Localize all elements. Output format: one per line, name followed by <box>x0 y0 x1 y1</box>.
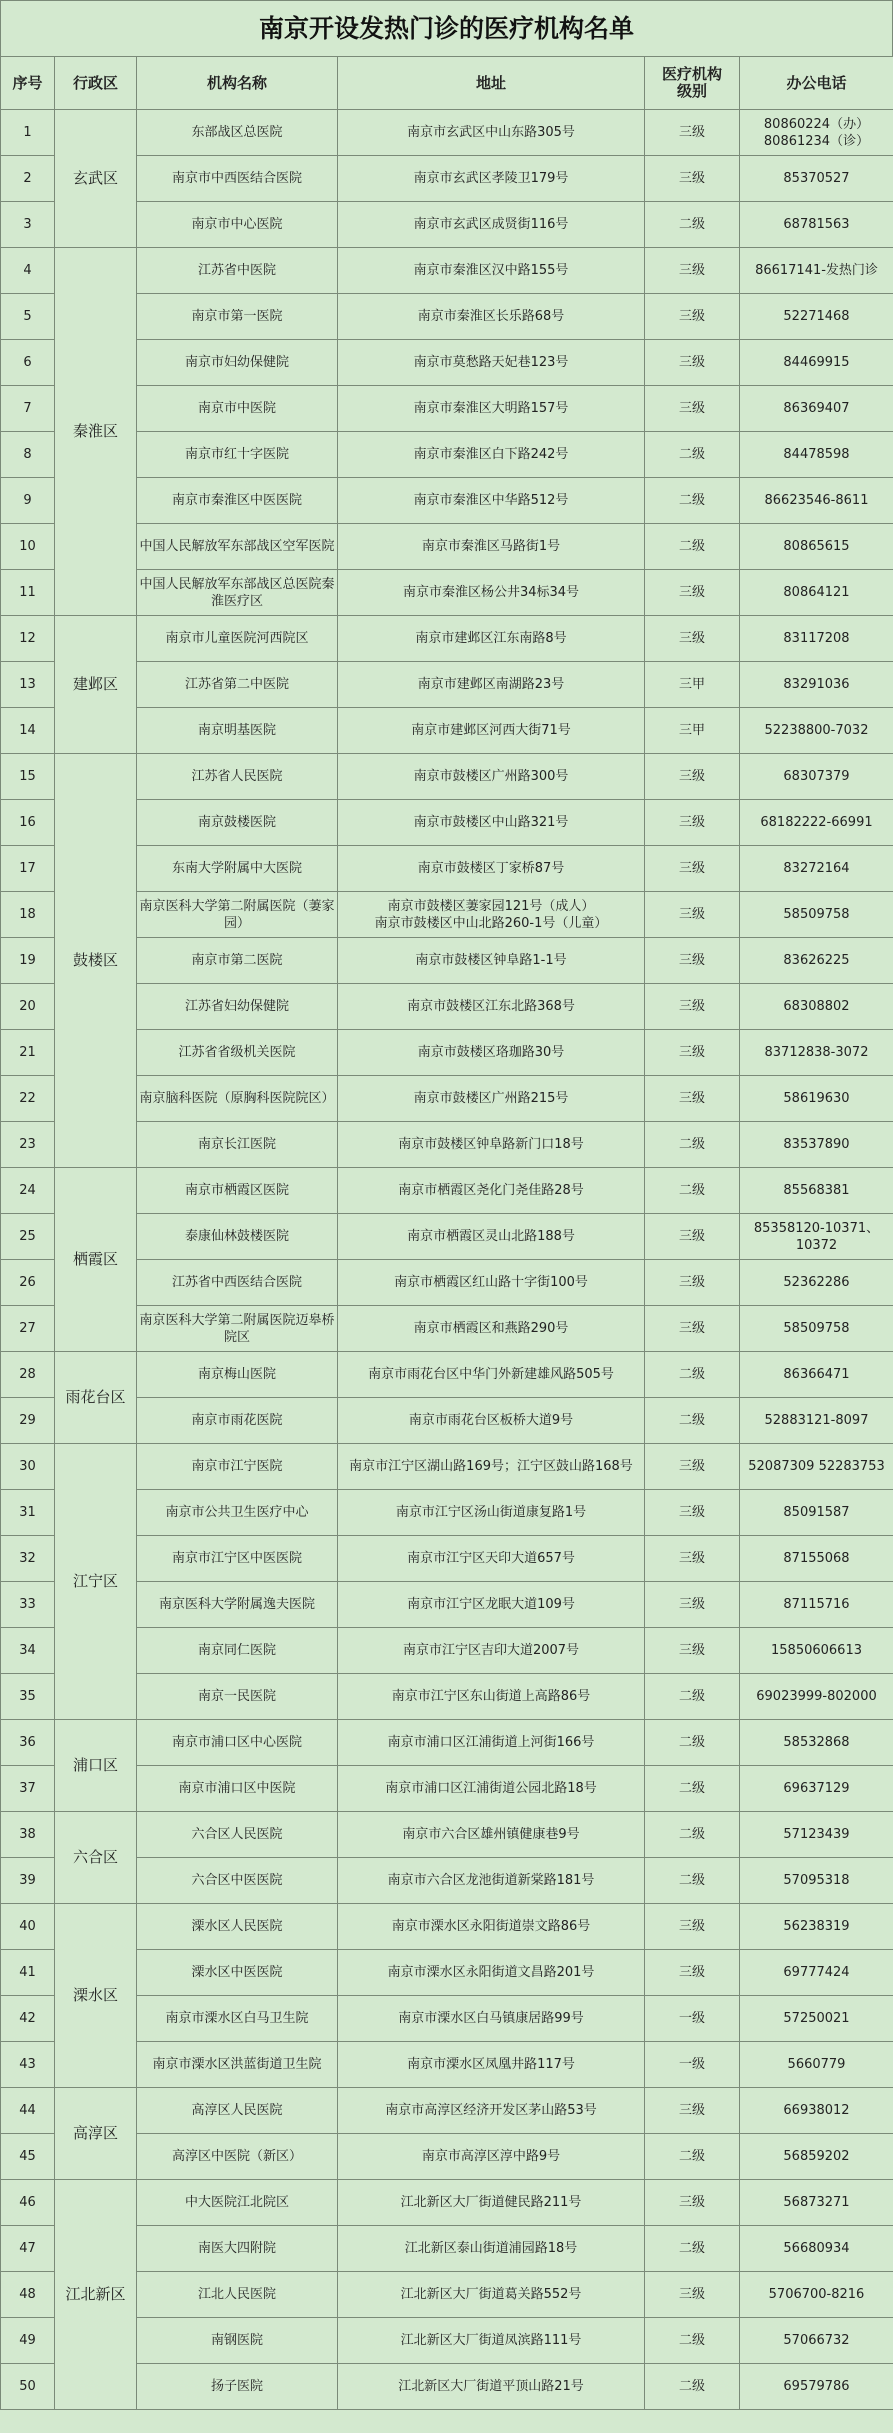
cell-level: 一级 <box>645 2042 740 2088</box>
cell-name: 南京市中西医结合医院 <box>137 156 338 202</box>
cell-phone: 86366471 <box>740 1352 893 1398</box>
cell-address: 江北新区泰山街道浦园路18号 <box>338 2226 645 2272</box>
cell-address: 南京市江宁区龙眠大道109号 <box>338 1582 645 1628</box>
cell-phone: 84478598 <box>740 432 893 478</box>
cell-seq: 29 <box>1 1398 55 1444</box>
cell-address: 南京市建邺区江东南路8号 <box>338 616 645 662</box>
cell-level: 三级 <box>645 1214 740 1260</box>
cell-phone: 68308802 <box>740 984 893 1030</box>
cell-level: 三级 <box>645 156 740 202</box>
cell-district: 雨花台区 <box>55 1352 137 1444</box>
cell-address: 南京市玄武区孝陵卫179号 <box>338 156 645 202</box>
cell-seq: 3 <box>1 202 55 248</box>
cell-name: 泰康仙林鼓楼医院 <box>137 1214 338 1260</box>
cell-level: 三甲 <box>645 662 740 708</box>
cell-address: 南京市鼓楼区钟阜路新门口18号 <box>338 1122 645 1168</box>
cell-name: 江苏省第二中医院 <box>137 662 338 708</box>
cell-seq: 9 <box>1 478 55 524</box>
cell-address: 南京市溧水区永阳街道文昌路201号 <box>338 1950 645 1996</box>
cell-phone: 57066732 <box>740 2318 893 2364</box>
cell-address: 南京市鼓楼区广州路215号 <box>338 1076 645 1122</box>
cell-phone: 52087309 52283753 <box>740 1444 893 1490</box>
table-row <box>1 2088 893 2134</box>
cell-level: 三级 <box>645 616 740 662</box>
cell-district: 栖霞区 <box>55 1168 137 1352</box>
table-row <box>1 110 893 156</box>
cell-name: 南京市第一医院 <box>137 294 338 340</box>
cell-phone: 83626225 <box>740 938 893 984</box>
cell-seq: 24 <box>1 1168 55 1214</box>
cell-name: 江苏省人民医院 <box>137 754 338 800</box>
cell-name: 溧水区人民医院 <box>137 1904 338 1950</box>
cell-seq: 17 <box>1 846 55 892</box>
cell-seq: 32 <box>1 1536 55 1582</box>
cell-address: 南京市溧水区白马镇康居路99号 <box>338 1996 645 2042</box>
cell-name: 南京市雨花医院 <box>137 1398 338 1444</box>
cell-level: 三级 <box>645 754 740 800</box>
cell-address: 南京市六合区雄州镇健康巷9号 <box>338 1812 645 1858</box>
cell-seq: 4 <box>1 248 55 294</box>
cell-name: 南京市中医院 <box>137 386 338 432</box>
cell-name: 江苏省妇幼保健院 <box>137 984 338 1030</box>
cell-name: 南京市秦淮区中医医院 <box>137 478 338 524</box>
cell-district: 秦淮区 <box>55 248 137 616</box>
cell-level: 二级 <box>645 1812 740 1858</box>
table-row <box>1 1904 893 1950</box>
cell-address: 南京市莫愁路天妃巷123号 <box>338 340 645 386</box>
header-district: 行政区 <box>55 57 137 110</box>
cell-address: 南京市秦淮区长乐路68号 <box>338 294 645 340</box>
cell-address: 南京市鼓楼区广州路300号 <box>338 754 645 800</box>
cell-address: 南京市秦淮区汉中路155号 <box>338 248 645 294</box>
page-title: 南京开设发热门诊的医疗机构名单 <box>0 0 893 56</box>
cell-name: 南京市浦口区中医院 <box>137 1766 338 1812</box>
cell-name: 东部战区总医院 <box>137 110 338 156</box>
cell-level: 三级 <box>645 892 740 938</box>
cell-phone: 86369407 <box>740 386 893 432</box>
cell-seq: 22 <box>1 1076 55 1122</box>
cell-district: 鼓楼区 <box>55 754 137 1168</box>
cell-phone: 86623546-8611 <box>740 478 893 524</box>
cell-level: 二级 <box>645 202 740 248</box>
cell-name: 溧水区中医医院 <box>137 1950 338 1996</box>
cell-level: 三级 <box>645 340 740 386</box>
cell-name: 南京医科大学第二附属医院迈皋桥院区 <box>137 1306 338 1352</box>
cell-seq: 47 <box>1 2226 55 2272</box>
cell-phone: 83712838-3072 <box>740 1030 893 1076</box>
cell-level: 二级 <box>645 1674 740 1720</box>
cell-level: 三级 <box>645 570 740 616</box>
cell-phone: 5706700-8216 <box>740 2272 893 2318</box>
table-header-row <box>1 57 893 110</box>
cell-address: 南京市溧水区永阳街道崇文路86号 <box>338 1904 645 1950</box>
cell-name: 南京医科大学附属逸夫医院 <box>137 1582 338 1628</box>
cell-district: 高淳区 <box>55 2088 137 2180</box>
cell-address: 南京市栖霞区红山路十字街100号 <box>338 1260 645 1306</box>
table-row <box>1 1720 893 1766</box>
cell-address: 南京市秦淮区中华路512号 <box>338 478 645 524</box>
cell-address: 南京市鼓楼区珞珈路30号 <box>338 1030 645 1076</box>
cell-seq: 28 <box>1 1352 55 1398</box>
cell-phone: 5660779 <box>740 2042 893 2088</box>
cell-level: 三级 <box>645 1904 740 1950</box>
cell-phone: 56859202 <box>740 2134 893 2180</box>
cell-address: 南京市雨花台区中华门外新建雄风路505号 <box>338 1352 645 1398</box>
cell-phone: 80864121 <box>740 570 893 616</box>
cell-seq: 37 <box>1 1766 55 1812</box>
cell-level: 三级 <box>645 1030 740 1076</box>
cell-seq: 15 <box>1 754 55 800</box>
header-seq: 序号 <box>1 57 55 110</box>
cell-address: 江北新区大厂街道平顶山路21号 <box>338 2364 645 2410</box>
cell-seq: 11 <box>1 570 55 616</box>
cell-phone: 68307379 <box>740 754 893 800</box>
cell-address: 南京市秦淮区大明路157号 <box>338 386 645 432</box>
cell-name: 南京明基医院 <box>137 708 338 754</box>
cell-level: 二级 <box>645 432 740 478</box>
cell-address: 江北新区大厂街道凤滨路111号 <box>338 2318 645 2364</box>
header-level: 医疗机构级别 <box>645 57 740 110</box>
cell-seq: 49 <box>1 2318 55 2364</box>
cell-level: 二级 <box>645 2134 740 2180</box>
cell-seq: 40 <box>1 1904 55 1950</box>
cell-name: 南京梅山医院 <box>137 1352 338 1398</box>
cell-phone: 56238319 <box>740 1904 893 1950</box>
hospital-table <box>0 56 893 2410</box>
cell-level: 二级 <box>645 2226 740 2272</box>
cell-name: 南京市栖霞区医院 <box>137 1168 338 1214</box>
cell-phone: 58509758 <box>740 1306 893 1352</box>
cell-phone: 56680934 <box>740 2226 893 2272</box>
cell-seq: 31 <box>1 1490 55 1536</box>
cell-seq: 16 <box>1 800 55 846</box>
cell-name: 扬子医院 <box>137 2364 338 2410</box>
cell-level: 三级 <box>645 938 740 984</box>
cell-name: 南京市红十字医院 <box>137 432 338 478</box>
cell-name: 江北人民医院 <box>137 2272 338 2318</box>
cell-phone: 83117208 <box>740 616 893 662</box>
cell-seq: 33 <box>1 1582 55 1628</box>
cell-name: 中国人民解放军东部战区总医院秦淮医疗区 <box>137 570 338 616</box>
cell-level: 二级 <box>645 1122 740 1168</box>
cell-level: 三级 <box>645 984 740 1030</box>
table-row <box>1 754 893 800</box>
cell-level: 三级 <box>645 1950 740 1996</box>
cell-address: 南京市江宁区汤山街道康复路1号 <box>338 1490 645 1536</box>
cell-seq: 26 <box>1 1260 55 1306</box>
cell-level: 二级 <box>645 2364 740 2410</box>
cell-level: 三级 <box>645 1536 740 1582</box>
cell-seq: 5 <box>1 294 55 340</box>
cell-phone: 68182222-66991 <box>740 800 893 846</box>
cell-phone: 57095318 <box>740 1858 893 1904</box>
cell-seq: 10 <box>1 524 55 570</box>
cell-seq: 1 <box>1 110 55 156</box>
cell-seq: 6 <box>1 340 55 386</box>
cell-address: 南京市江宁区天印大道657号 <box>338 1536 645 1582</box>
cell-level: 三级 <box>645 1582 740 1628</box>
cell-seq: 50 <box>1 2364 55 2410</box>
cell-address: 南京市高淳区淳中路9号 <box>338 2134 645 2180</box>
cell-name: 南京市第二医院 <box>137 938 338 984</box>
cell-phone: 56873271 <box>740 2180 893 2226</box>
cell-seq: 2 <box>1 156 55 202</box>
cell-name: 江苏省中医院 <box>137 248 338 294</box>
cell-address: 南京市雨花台区板桥大道9号 <box>338 1398 645 1444</box>
cell-address: 南京市建邺区河西大街71号 <box>338 708 645 754</box>
cell-address: 南京市秦淮区马路街1号 <box>338 524 645 570</box>
cell-phone: 57250021 <box>740 1996 893 2042</box>
cell-phone: 69777424 <box>740 1950 893 1996</box>
cell-phone: 57123439 <box>740 1812 893 1858</box>
cell-name: 中国人民解放军东部战区空军医院 <box>137 524 338 570</box>
cell-district: 浦口区 <box>55 1720 137 1812</box>
cell-phone: 15850606613 <box>740 1628 893 1674</box>
table-row <box>1 2180 893 2226</box>
cell-level: 二级 <box>645 1352 740 1398</box>
cell-seq: 45 <box>1 2134 55 2180</box>
cell-level: 三级 <box>645 110 740 156</box>
cell-name: 南京市江宁区中医医院 <box>137 1536 338 1582</box>
cell-phone: 52271468 <box>740 294 893 340</box>
cell-level: 二级 <box>645 1766 740 1812</box>
cell-district: 六合区 <box>55 1812 137 1904</box>
cell-district: 建邺区 <box>55 616 137 754</box>
cell-address: 南京市鼓楼区钟阜路1-1号 <box>338 938 645 984</box>
cell-address: 南京市秦淮区白下路242号 <box>338 432 645 478</box>
cell-seq: 48 <box>1 2272 55 2318</box>
cell-name: 中大医院江北院区 <box>137 2180 338 2226</box>
cell-phone: 86617141-发热门诊 <box>740 248 893 294</box>
cell-seq: 35 <box>1 1674 55 1720</box>
cell-name: 南京市儿童医院河西院区 <box>137 616 338 662</box>
cell-name: 江苏省中西医结合医院 <box>137 1260 338 1306</box>
cell-address: 江北新区大厂街道葛关路552号 <box>338 2272 645 2318</box>
cell-phone: 84469915 <box>740 340 893 386</box>
table-row <box>1 616 893 662</box>
cell-address: 南京市浦口区江浦街道上河街166号 <box>338 1720 645 1766</box>
cell-name: 六合区中医医院 <box>137 1858 338 1904</box>
cell-seq: 34 <box>1 1628 55 1674</box>
cell-address: 南京市溧水区凤凰井路117号 <box>338 2042 645 2088</box>
cell-level: 一级 <box>645 1996 740 2042</box>
cell-phone: 58509758 <box>740 892 893 938</box>
cell-seq: 7 <box>1 386 55 432</box>
table-row <box>1 248 893 294</box>
cell-level: 二级 <box>645 1720 740 1766</box>
cell-phone: 58619630 <box>740 1076 893 1122</box>
cell-name: 南京鼓楼医院 <box>137 800 338 846</box>
cell-phone: 80860224（办） 80861234（诊） <box>740 110 893 156</box>
cell-phone: 68781563 <box>740 202 893 248</box>
header-phone: 办公电话 <box>740 57 893 110</box>
cell-phone: 83537890 <box>740 1122 893 1168</box>
cell-name: 南京一民医院 <box>137 1674 338 1720</box>
cell-address: 南京市鼓楼区江东北路368号 <box>338 984 645 1030</box>
cell-phone: 69579786 <box>740 2364 893 2410</box>
cell-district: 江北新区 <box>55 2180 137 2410</box>
cell-seq: 39 <box>1 1858 55 1904</box>
cell-level: 二级 <box>645 2318 740 2364</box>
table-row <box>1 1444 893 1490</box>
cell-address: 南京市鼓楼区中山路321号 <box>338 800 645 846</box>
cell-seq: 21 <box>1 1030 55 1076</box>
cell-name: 南京长江医院 <box>137 1122 338 1168</box>
cell-address: 江北新区大厂街道健民路211号 <box>338 2180 645 2226</box>
cell-level: 二级 <box>645 1858 740 1904</box>
cell-name: 南京市中心医院 <box>137 202 338 248</box>
cell-level: 三级 <box>645 2088 740 2134</box>
cell-seq: 20 <box>1 984 55 1030</box>
cell-district: 玄武区 <box>55 110 137 248</box>
header-address: 地址 <box>338 57 645 110</box>
cell-district: 江宁区 <box>55 1444 137 1720</box>
cell-level: 三级 <box>645 1076 740 1122</box>
cell-name: 南京同仁医院 <box>137 1628 338 1674</box>
cell-phone: 52238800-7032 <box>740 708 893 754</box>
cell-seq: 41 <box>1 1950 55 1996</box>
header-name: 机构名称 <box>137 57 338 110</box>
cell-phone: 69637129 <box>740 1766 893 1812</box>
cell-name: 江苏省省级机关医院 <box>137 1030 338 1076</box>
cell-name: 六合区人民医院 <box>137 1812 338 1858</box>
cell-address: 南京市秦淮区杨公井34标34号 <box>338 570 645 616</box>
cell-address: 南京市江宁区东山街道上高路86号 <box>338 1674 645 1720</box>
cell-level: 三级 <box>645 1490 740 1536</box>
cell-seq: 36 <box>1 1720 55 1766</box>
cell-address: 南京市建邺区南湖路23号 <box>338 662 645 708</box>
cell-phone: 58532868 <box>740 1720 893 1766</box>
cell-phone: 85370527 <box>740 156 893 202</box>
cell-name: 南京市江宁医院 <box>137 1444 338 1490</box>
cell-level: 三甲 <box>645 708 740 754</box>
cell-level: 三级 <box>645 1306 740 1352</box>
cell-level: 三级 <box>645 1628 740 1674</box>
cell-seq: 18 <box>1 892 55 938</box>
cell-phone: 85358120-10371、 10372 <box>740 1214 893 1260</box>
cell-level: 二级 <box>645 1168 740 1214</box>
cell-phone: 83272164 <box>740 846 893 892</box>
cell-name: 东南大学附属中大医院 <box>137 846 338 892</box>
table-row <box>1 1352 893 1398</box>
cell-phone: 83291036 <box>740 662 893 708</box>
cell-seq: 25 <box>1 1214 55 1260</box>
cell-phone: 85568381 <box>740 1168 893 1214</box>
cell-address: 南京市江宁区吉印大道2007号 <box>338 1628 645 1674</box>
cell-seq: 43 <box>1 2042 55 2088</box>
cell-seq: 30 <box>1 1444 55 1490</box>
cell-phone: 80865615 <box>740 524 893 570</box>
cell-seq: 14 <box>1 708 55 754</box>
cell-level: 三级 <box>645 386 740 432</box>
cell-seq: 27 <box>1 1306 55 1352</box>
cell-level: 三级 <box>645 800 740 846</box>
cell-name: 高淳区中医院（新区） <box>137 2134 338 2180</box>
cell-address: 南京市鼓楼区丁家桥87号 <box>338 846 645 892</box>
cell-district: 溧水区 <box>55 1904 137 2088</box>
cell-name: 南钢医院 <box>137 2318 338 2364</box>
cell-level: 三级 <box>645 2272 740 2318</box>
cell-level: 二级 <box>645 524 740 570</box>
cell-name: 南京市浦口区中心医院 <box>137 1720 338 1766</box>
cell-level: 三级 <box>645 248 740 294</box>
cell-level: 三级 <box>645 846 740 892</box>
cell-seq: 19 <box>1 938 55 984</box>
cell-phone: 87155068 <box>740 1536 893 1582</box>
cell-name: 南医大四附院 <box>137 2226 338 2272</box>
cell-phone: 52883121-8097 <box>740 1398 893 1444</box>
cell-address: 南京市玄武区成贤街116号 <box>338 202 645 248</box>
cell-name: 南京医科大学第二附属医院（萋家园） <box>137 892 338 938</box>
cell-level: 二级 <box>645 478 740 524</box>
cell-phone: 52362286 <box>740 1260 893 1306</box>
cell-address: 南京市栖霞区和燕路290号 <box>338 1306 645 1352</box>
cell-seq: 13 <box>1 662 55 708</box>
cell-level: 三级 <box>645 1444 740 1490</box>
table-row <box>1 1812 893 1858</box>
cell-name: 南京脑科医院（原胸科医院院区） <box>137 1076 338 1122</box>
cell-seq: 12 <box>1 616 55 662</box>
cell-phone: 85091587 <box>740 1490 893 1536</box>
cell-address: 南京市高淳区经济开发区茅山路53号 <box>338 2088 645 2134</box>
cell-address: 南京市鼓楼区萋家园121号（成人） 南京市鼓楼区中山北路260-1号（儿童） <box>338 892 645 938</box>
cell-level: 三级 <box>645 2180 740 2226</box>
cell-seq: 23 <box>1 1122 55 1168</box>
cell-seq: 44 <box>1 2088 55 2134</box>
cell-seq: 46 <box>1 2180 55 2226</box>
cell-level: 三级 <box>645 1260 740 1306</box>
cell-seq: 42 <box>1 1996 55 2042</box>
cell-address: 南京市浦口区江浦街道公园北路18号 <box>338 1766 645 1812</box>
cell-phone: 69023999-802000 <box>740 1674 893 1720</box>
table-row <box>1 1168 893 1214</box>
cell-phone: 87115716 <box>740 1582 893 1628</box>
cell-phone: 66938012 <box>740 2088 893 2134</box>
cell-name: 高淳区人民医院 <box>137 2088 338 2134</box>
cell-seq: 8 <box>1 432 55 478</box>
cell-seq: 38 <box>1 1812 55 1858</box>
cell-address: 南京市江宁区湖山路169号；江宁区鼓山路168号 <box>338 1444 645 1490</box>
cell-address: 南京市六合区龙池街道新棠路181号 <box>338 1858 645 1904</box>
cell-name: 南京市溧水区洪蓝街道卫生院 <box>137 2042 338 2088</box>
cell-level: 三级 <box>645 294 740 340</box>
cell-name: 南京市妇幼保健院 <box>137 340 338 386</box>
cell-level: 二级 <box>645 1398 740 1444</box>
cell-name: 南京市公共卫生医疗中心 <box>137 1490 338 1536</box>
cell-name: 南京市溧水区白马卫生院 <box>137 1996 338 2042</box>
cell-address: 南京市栖霞区灵山北路188号 <box>338 1214 645 1260</box>
cell-address: 南京市玄武区中山东路305号 <box>338 110 645 156</box>
cell-address: 南京市栖霞区尧化门尧佳路28号 <box>338 1168 645 1214</box>
